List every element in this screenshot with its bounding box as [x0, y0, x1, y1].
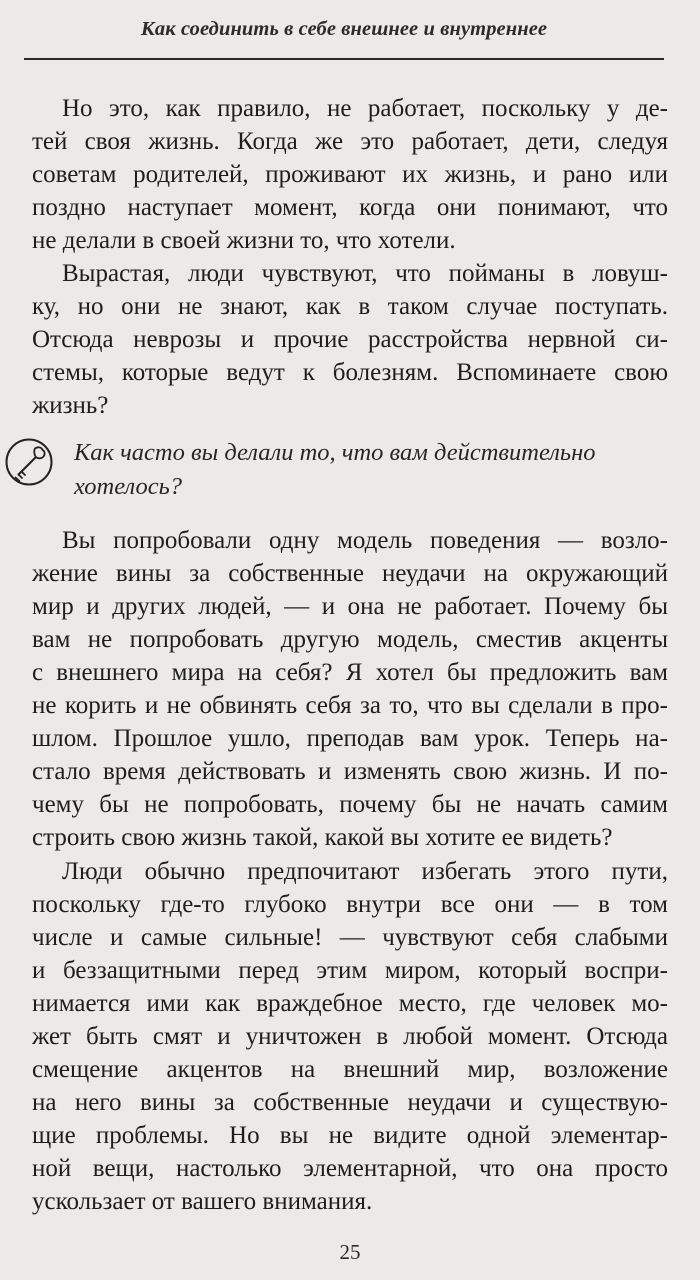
text-line: Вы попробовали одну модель поведения — возло-: [62, 527, 668, 554]
paragraph-1: [32, 92, 668, 257]
text-line: поздно наступает момент, когда они понимают, что: [32, 194, 668, 221]
text-line: шлом. Прошлое ушло, преподав вам урок. Теперь на-: [32, 725, 668, 752]
text-line: числе и самые сильные! — чувствуют себя слабыми: [32, 924, 668, 951]
question-line: Как часто вы делали то, что вам действительно: [74, 439, 596, 466]
text-line: жет быть смят и уничтожен в любой момент. Отсюда: [32, 1023, 668, 1050]
text-line: ку, но они не знают, как в таком случае поступать.: [32, 293, 668, 320]
key-icon: [4, 437, 54, 487]
text-line: чему бы не попробовать, почему бы не начать самим: [32, 791, 668, 818]
page-number: 25: [339, 1240, 361, 1264]
running-header: [24, 14, 664, 60]
text-line: нимается ими как враждебное место, где человек мо-: [32, 990, 668, 1017]
paragraph-2: [32, 257, 668, 422]
reflection-question: [74, 436, 668, 504]
text-line: тей своя жизнь. Когда же это работает, дети, следуя: [32, 128, 668, 155]
text-line: щие проблемы. Но вы не видите одной элементар-: [32, 1122, 668, 1149]
text-line: Отсюда неврозы и прочие расстройства нервной си-: [32, 326, 668, 353]
text-line: Люди обычно предпочитают избегать этого пути,: [62, 858, 668, 885]
text-line: не делали в своей жизни то, что хотели.: [32, 227, 456, 254]
question-line: хотелось?: [74, 473, 182, 500]
text-line: строить свою жизнь такой, какой вы хотите ее видеть?: [32, 824, 613, 851]
text-line: ной вещи, настолько элементарной, что она просто: [32, 1155, 668, 1182]
text-line: Вырастая, люди чувствуют, что пойманы в ловуш-: [62, 260, 668, 287]
text-line: с внешнего мира на себя? Я хотел бы предложить вам: [32, 659, 668, 686]
chapter-title: Как соединить в себе внешнее и внутреннее: [140, 18, 548, 40]
text-line: и беззащитными перед этим миром, который воспри-: [32, 957, 668, 984]
text-line: стало время действовать и изменять свою жизнь. И по-: [32, 758, 668, 785]
text-line: Но это, как правило, не работает, поскольку у де-: [62, 95, 668, 122]
text-line: смещение акцентов на внешний мир, возложение: [32, 1056, 668, 1083]
text-line: жизнь?: [32, 392, 109, 419]
text-line: мир и других людей, — и она не работает. Почему бы: [32, 593, 668, 620]
paragraph-4: [32, 855, 668, 1218]
text-line: жение вины за собственные неудачи на окружающий: [32, 560, 668, 587]
text-line: советам родителей, проживают их жизнь, и рано или: [32, 161, 668, 188]
text-line: вам не попробовать другую модель, сместив акценты: [32, 626, 668, 653]
text-line: на него вины за собственные неудачи и существую-: [32, 1089, 668, 1116]
text-line: не корить и не обвинять себя за то, что вы сделали в про-: [32, 692, 668, 719]
text-line: поскольку где-то глубоко внутри все они — в том: [32, 891, 668, 918]
text-line: стемы, которые ведут к болезням. Вспоминаете свою: [32, 359, 668, 386]
text-line: ускользает от вашего внимания.: [32, 1188, 373, 1215]
paragraph-3: [32, 524, 668, 854]
